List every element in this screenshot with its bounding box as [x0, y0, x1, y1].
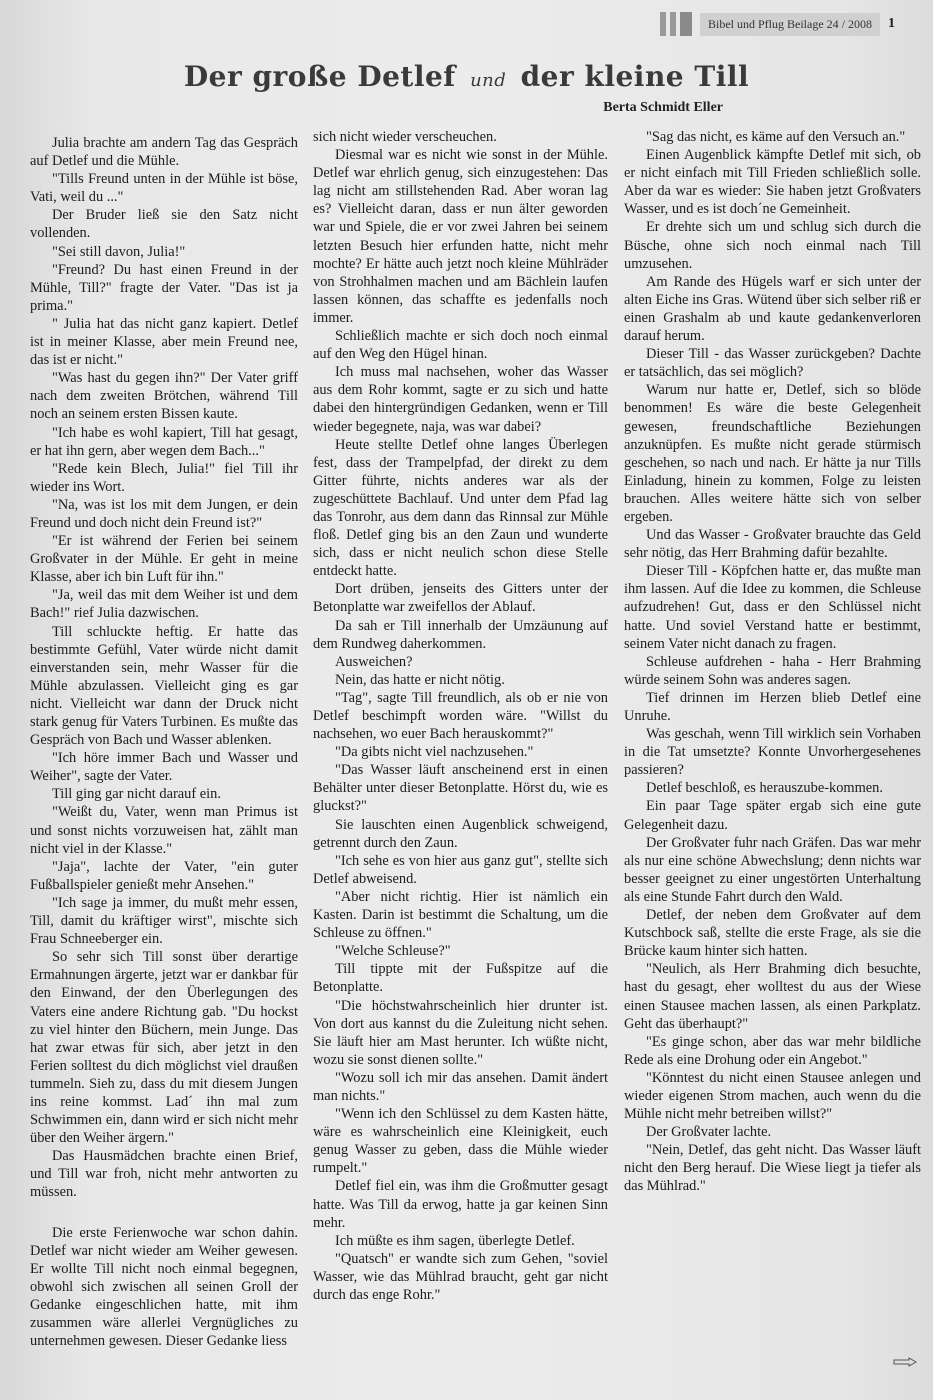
paragraph: "Wenn ich den Schlüssel zu dem Kasten hätte, wäre es wahrscheinlich eine Kleinigkeit, euch genug Wasser zu geben, dass die Mühle wieder rumpelt."	[313, 1106, 608, 1177]
paragraph: Detlef, der neben dem Großvater auf dem Kutschbock saß, stellte die erste Frage, als sie die Brücke kaum hinter sich hatten.	[624, 907, 921, 960]
paragraph: "Sei still davon, Julia!"	[52, 243, 186, 260]
paragraph: Da sah er Till innerhalb der Umzäunung auf dem Rundweg daherkommen.	[313, 617, 608, 652]
paragraph: Till ging gar nicht darauf ein.	[52, 786, 221, 803]
paragraph: "Könntest du nicht einen Stausee anlegen und wieder eigenen Strom machen, auch wenn du die Mühle nicht mehr betreiben willst?"	[624, 1069, 921, 1123]
paragraph: "Er ist während der Ferien bei seinem Großvater in der Mühle. Er geht in meine Klasse, aber ich bin Luft für ihn."	[30, 533, 298, 586]
paragraph: "Ja, weil das mit dem Weiher ist und dem Bach!" rief Julia dazwischen.	[30, 587, 298, 622]
article-author: Berta Schmidt Eller	[603, 100, 723, 115]
paragraph: "Tills Freund unten in der Mühle ist böse, Vati, weil du ..."	[30, 171, 298, 206]
paragraph: "Rede kein Blech, Julia!" fiel Till ihr wieder ins Wort.	[30, 460, 298, 495]
paragraph: " Julia hat das nicht ganz kapiert. Detlef ist in meiner Klasse, aber mein Freund nee, das ist er nicht."	[30, 315, 298, 369]
paragraph: Till schluckte heftig. Er hatte das bestimmte Gefühl, Vater würde nicht damit einverstanden sein, mehr Wasser für die Mühle abzulassen. Vielleicht ging es gar nicht. Vielleicht war dann der Druck nicht stark genug für Vaters Turbinen. Es mußte das Gespräch von Bach und Wasser ablenken.	[30, 623, 298, 749]
paragraph: Ich muss mal nachsehen, woher das Wasser aus dem Rohr kommt, sagte er zu sich und hatte dabei den hintergründigen Gedanken, wenn er Till wieder begegnete, naja, was war dabei?	[313, 364, 608, 435]
paragraph: "Die höchstwahrscheinlich hier drunter ist. Von dort aus kannst du die Zuleitung nicht sehen. Sie läuft hier am Mast herunter. Ich wüßte nicht, wozu sie sonst dienen sollte."	[313, 997, 608, 1068]
page-number: 1	[888, 16, 895, 31]
paragraph: "Ich sehe es von hier aus ganz gut", stellte sich Detlef abweisend.	[313, 852, 608, 887]
paragraph: "Ich sage ja immer, du mußt mehr essen, Till, damit du kräftiger wirst", mischte sich Frau Schneeberger ein.	[30, 894, 298, 948]
paragraph: Und das Wasser - Großvater brauchte das Geld sehr nötig, das Herr Brahming dafür bezahlte.	[624, 527, 921, 562]
paragraph: Dieser Till - das Wasser zurückgeben? Dachte er tatsächlich, das sei möglich?	[624, 346, 921, 381]
paragraph: "Aber nicht richtig. Hier ist nämlich ein Kasten. Darin ist bestimmt die Schaltung, um die Schleuse zu öffnen."	[313, 888, 608, 942]
title-part2: der kleine Till	[520, 60, 750, 93]
paragraph: "Ich habe es wohl kapiert, Till hat gesagt, er hat ihn gern, aber wegen dem Bach..."	[30, 424, 298, 459]
paragraph: "Na, was ist los mit dem Jungen, er dein Freund und doch nicht dein Freund ist?"	[30, 496, 298, 531]
article-body	[0, 128, 933, 1378]
paragraph: Detlef beschloß, es herauszube-kommen.	[646, 780, 883, 797]
column-1	[30, 134, 298, 1384]
paragraph: Schließlich machte er sich doch noch einmal auf den Weg den Hügel hinan.	[313, 328, 608, 363]
paragraph: "Freund? Du hast einen Freund in der Mühle, Till?" fragte der Vater. "Das ist ja prima."	[30, 261, 298, 314]
title-conjunction: und	[470, 70, 507, 91]
paragraph: Diesmal war es nicht wie sonst in der Mühle. Detlef war ehrlich genug, sich einzugestehen: Das lag nicht am stillstehenden Rad. Aber woran lag es? Vielleicht daran, dass er nun älter geworden war und Spiele, die er vor zwei Jahren bei seinem letzten Besuch hier erfunden hatte, nicht mehr mochte? Er hätte auch jetzt noch kleine Mühlräder von Strohhalmen machen und am Bächlein laufen lassen können, das schaffte es jedenfalls noch immer.	[313, 147, 608, 326]
paragraph: Warum nur hatte er, Detlef, sich so blöde benommen! Es wäre die beste Gelegenheit gewesen, freundschaftliche Beziehungen anzuknüpfen. Es mußte nicht gerade stürmisch geschehen, so nach und nach. Er hätte ja nur Tills Einladung, hinein zu kommen, Folge zu leisten brauchen. Alles weitere hätte sich von selber ergeben.	[624, 382, 921, 525]
paragraph: Heute stellte Detlef ohne langes Überlegen fest, dass der Trampelpfad, der direkt zu dem Gitter führte, nichts anderes war als der zugeschüttete Bachlauf. Und unter dem Pfad lag das Tonrohr, aus dem dann das Rinnsal zur Mühle floß. Detlef ging bis an den Zaun und wunderte sich, dass er nicht neulich schon diese Stelle entdeckt hatte.	[313, 436, 608, 580]
paragraph: Einen Augenblick kämpfte Detlef mit sich, ob er nicht einfach mit Till Frieden schließlich solle. Aber da war es wieder: Sie haben jetzt Großvaters Wasser, und es ist doch´ne Gemeinheit.	[624, 147, 921, 218]
title-part1: Der große Detlef	[183, 60, 456, 93]
paragraph: sich nicht wieder verscheuchen.	[313, 129, 497, 145]
paragraph: "Quatsch" er wandte sich zum Gehen, "soviel Wasser, wie das Mühlrad braucht, geht gar nicht durch das enge Rohr."	[313, 1250, 608, 1303]
header-stripes	[660, 12, 692, 36]
paragraph: Schleuse aufdrehen - haha - Herr Brahming würde seinem Sohn was anderes sagen.	[624, 653, 921, 688]
paragraph: Er drehte sich um und schlug sich durch die Büsche, ohne sich noch einmal nach Till umzusehen.	[624, 219, 921, 272]
continue-arrow-icon	[893, 1357, 917, 1367]
paragraph: Dort drüben, jenseits des Gitters unter der Betonplatte war zweifellos der Ablauf.	[313, 581, 608, 616]
paragraph: Der Bruder ließ sie den Satz nicht vollenden.	[30, 207, 298, 242]
paragraph: Der Großvater fuhr nach Gräfen. Das war mehr als nur eine schöne Abwechslung; denn nichts war besser geeignet zu einer ungestörten Unterhaltung als eine Stunde Fahrt durch den Wald.	[624, 834, 921, 905]
column-2	[313, 128, 608, 1378]
paragraph: Sie lauschten einen Augenblick schweigend, getrennt durch den Zaun.	[313, 816, 608, 851]
paragraph: Dieser Till - Köpfchen hatte er, das mußte man ihm lassen. Auf die Idee zu kommen, die Schleuse aufzudrehen! Gut, dass er den Schlüssel nicht hatte. Und soviel Verstand hatte er bestimmt, seinem Vater nicht danach zu fragen.	[624, 563, 921, 652]
paragraph: Till tippte mit der Fußspitze auf die Betonplatte.	[313, 961, 608, 996]
paragraph: "Ich höre immer Bach und Wasser und Weiher", sagte der Vater.	[30, 750, 298, 785]
paragraph: Was geschah, wenn Till wirklich sein Vorhaben in die Tat umsetzte? Konnte Unvorhergesehenes passieren?	[624, 726, 921, 779]
paragraph: Am Rande des Hügels warf er sich unter der alten Eiche ins Gras. Wütend über sich selber riß er einen Grashalm ab und kaute gedankenverloren darauf herum.	[624, 273, 921, 345]
paragraph: Ausweichen?	[335, 653, 413, 670]
paragraph: "Es ginge schon, aber das war mehr bildliche Rede als eine Drohung oder ein Angebot."	[624, 1033, 921, 1068]
paragraph: Julia brachte am andern Tag das Gespräch auf Detlef und die Mühle.	[30, 135, 298, 170]
publication-name: Bibel und Pflug Beilage 24 / 2008	[700, 13, 880, 36]
paragraph: "Da gibts nicht viel nachzusehen."	[335, 744, 534, 761]
paragraph: Der Großvater lachte.	[646, 1124, 772, 1141]
paragraph: "Welche Schleuse?"	[335, 943, 451, 960]
article-title	[0, 60, 933, 93]
paragraph: Nein, das hatte er nicht nötig.	[335, 671, 505, 688]
paragraph: Die erste Ferienwoche war schon dahin. Detlef war nicht wieder am Weiher gewesen. Er wollte Till nicht noch einmal begegnen, obwohl sich zwischen all seinen Groll der Gedanke eingeschlichen hatte, mit ihm zusammen wäre allerlei Vergnügliches zu unternehmen gewesen. Dieser Gedanke liess	[30, 1224, 298, 1350]
paragraph: "Sag das nicht, es käme auf den Versuch an."	[646, 129, 906, 145]
page-header	[660, 10, 920, 38]
paragraph: "Was hast du gegen ihn?" Der Vater griff nach dem zweiten Brötchen, während Till noch an seinem ersten Bissen kaute.	[30, 370, 298, 423]
paragraph: So sehr sich Till sonst über derartige Ermahnungen ärgerte, jetzt war er dankbar für den Einwand, der den Überlegungen des Vaters eine andere Richtung gab. "Du hockst zu viel hinter den Büchern, mein Junge. Das hat zwar etwas für sich, aber jetzt in den Ferien solltest du dich möglichst viel draußen tummeln. Sieh zu, dass du mit diesem Jungen ins reine kommst. Lad´ ihn mal zum Schwimmen ein, dann wird er sich nicht mehr über den Weiher ärgern."	[30, 949, 298, 1147]
paragraph: "Neulich, als Herr Brahming dich besuchte, hast du gesagt, eher wolltest du aus der Wiese einen Stausee machen lassen, als einen Parkplatz. Geht das überhaupt?"	[624, 961, 921, 1032]
paragraph: Detlef fiel ein, was ihm die Großmutter gesagt hatte. Was Till da erwog, hatte ja gar keinen Sinn mehr.	[313, 1178, 608, 1231]
paragraph: "Das Wasser läuft anscheinend erst in einen Behälter unter dieser Betonplatte. Hörst du, wie es gluckst?"	[313, 762, 608, 815]
paragraph: "Weißt du, Vater, wenn man Primus ist und sonst nichts vorzuweisen hat, zählt man nicht viel in der Klasse."	[30, 804, 298, 857]
paragraph: Das Hausmädchen brachte einen Brief, und Till war froh, nicht mehr antworten zu müssen.	[30, 1148, 298, 1201]
paragraph: Ich müßte es ihm sagen, überlegte Detlef.	[335, 1232, 575, 1249]
column-3	[624, 128, 921, 1378]
paragraph: "Nein, Detlef, das geht nicht. Das Wasser läuft nicht den Berg herauf. Die Wiese liegt ja tiefer als das Mühlrad."	[624, 1142, 921, 1195]
paragraph: "Tag", sagte Till freundlich, als ob er nie von Detlef beschimpft worden wäre. "Willst du nachsehen, wo euer Bach herauskommt?"	[313, 689, 608, 743]
paragraph: Tief drinnen im Herzen blieb Detlef eine Unruhe.	[624, 689, 921, 724]
paragraph: "Jaja", lachte der Vater, "ein guter Fußballspieler genießt mehr Ansehen."	[30, 858, 298, 893]
paragraph: "Wozu soll ich mir das ansehen. Damit ändert man nichts."	[313, 1069, 608, 1104]
paragraph: Ein paar Tage später ergab sich eine gute Gelegenheit dazu.	[624, 798, 921, 833]
